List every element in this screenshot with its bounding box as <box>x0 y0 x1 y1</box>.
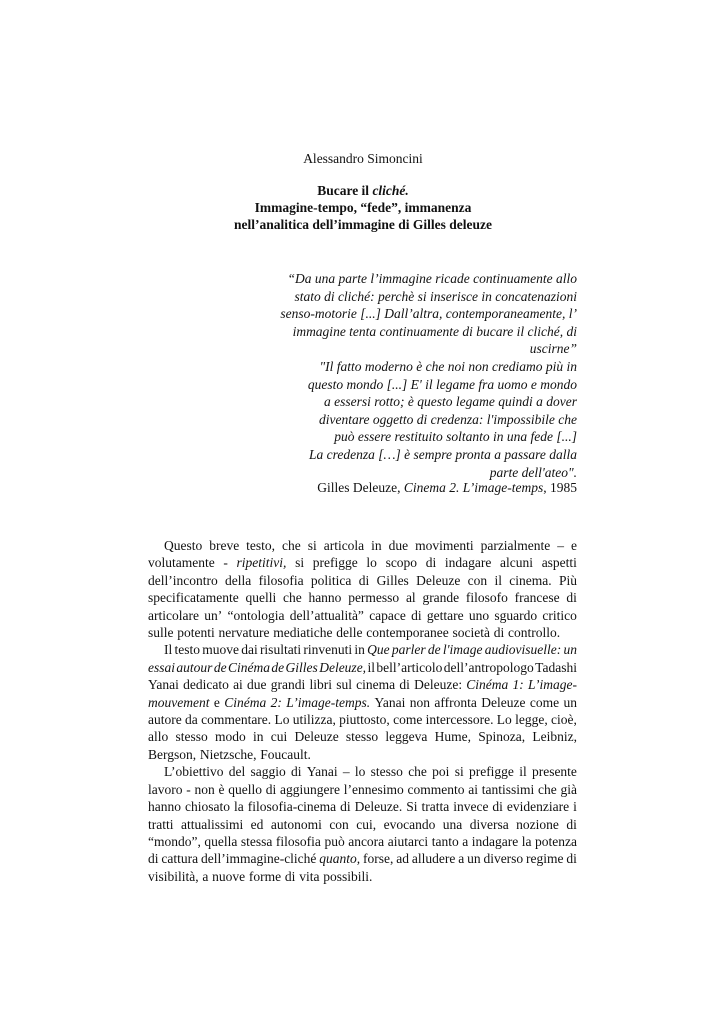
body-word: il <box>494 572 502 588</box>
body-word: di <box>566 816 577 832</box>
body-word: francese <box>514 590 560 606</box>
body-word: Deleuze: <box>414 677 463 693</box>
body-word: chiosato <box>184 799 230 815</box>
body-word: breve <box>209 538 240 553</box>
body-word: Hume, <box>434 729 472 745</box>
body-line <box>148 711 577 728</box>
title-line-2: Immagine-tempo, “fede”, immanenza <box>254 200 472 215</box>
body-word: potenza <box>535 833 577 849</box>
body-line <box>148 868 577 885</box>
body-line <box>148 763 577 780</box>
body-word: ai <box>233 677 243 693</box>
body-word: dell’incontro <box>148 572 218 588</box>
body-word: lo <box>366 555 377 571</box>
body-word: “ontologia <box>227 607 285 623</box>
body-line <box>148 694 577 711</box>
body-word: stesso <box>175 729 208 745</box>
body-line <box>148 554 577 571</box>
body-word: libri <box>309 677 332 693</box>
body-word: di <box>399 677 410 693</box>
body-word: hanno <box>148 799 181 815</box>
body-word: una <box>442 816 463 832</box>
body-word: in <box>354 642 365 658</box>
body-word: cattura <box>161 851 199 867</box>
body-word: quelli <box>245 590 277 606</box>
body-word: due <box>388 538 409 553</box>
body-word: diversa <box>469 816 509 832</box>
body-word: di <box>340 799 351 815</box>
body-word: Tadashi <box>535 659 577 675</box>
body-word: società <box>452 625 490 641</box>
body-word: filosofia-cinema <box>247 799 337 815</box>
body-word: cinema. <box>509 572 552 588</box>
body-word: prefigge <box>468 764 514 780</box>
body-word: cui, <box>356 816 377 832</box>
body-word: L’image-temps. <box>286 694 371 710</box>
body-word: Leibniz, <box>532 729 577 745</box>
body-word: di <box>411 607 422 623</box>
body-word: Lo <box>496 712 512 728</box>
body-word: indagare <box>444 555 492 571</box>
body-word: tratti <box>148 816 174 832</box>
body-word: parzialmente <box>480 538 551 553</box>
body-word: forse, <box>363 851 394 867</box>
body-word: ancora <box>348 833 385 849</box>
body-word: potenti <box>177 625 215 641</box>
body-word: filosofia <box>275 833 321 849</box>
body-word: che <box>282 538 301 553</box>
body-word: L’image- <box>527 677 577 693</box>
body-word: i <box>573 799 577 815</box>
body-word: in <box>252 729 264 745</box>
paper-title <box>148 182 578 233</box>
body-word: grandi <box>270 677 306 693</box>
body-word: hanno <box>308 590 342 606</box>
body-word: di <box>284 868 296 884</box>
body-word: poi <box>432 764 450 780</box>
body-word: lo <box>354 764 366 780</box>
body-word: nuove <box>212 868 246 884</box>
body-word: Foucault. <box>260 746 311 762</box>
body-word: di <box>566 851 577 867</box>
body-word: sguardo <box>494 607 538 623</box>
body-word: delle <box>336 625 363 641</box>
body-word: mouvement <box>148 694 210 710</box>
body-line <box>148 833 577 850</box>
body-word: Deleuze <box>481 694 526 710</box>
body-word: cui <box>270 729 288 745</box>
body-line <box>148 624 577 641</box>
body-word: due <box>247 677 267 693</box>
body-word: diverso <box>483 851 524 867</box>
body-word: saggio <box>250 764 286 780</box>
body-word: uno <box>468 607 490 623</box>
body-word: già <box>560 781 577 797</box>
body-word: il <box>519 764 527 780</box>
body-word: Il <box>164 642 173 658</box>
body-word: aiutarci <box>387 833 429 849</box>
body-word: capace <box>369 607 406 623</box>
body-word: a <box>202 868 209 884</box>
body-word: ripetitivi, <box>236 555 287 571</box>
body-word: Si <box>406 799 418 815</box>
body-word: vita <box>299 868 320 884</box>
body-word: quella <box>204 833 238 849</box>
body-word: alcuni <box>500 555 534 571</box>
body-word: specificatamente <box>148 590 239 606</box>
body-line <box>148 798 577 815</box>
body-word: L’obiettivo <box>164 764 224 780</box>
body-word: de <box>213 659 227 675</box>
body-word: evocando <box>383 816 436 832</box>
body-word: l’ennesimo <box>343 781 404 797</box>
body-word: alludere <box>411 851 456 867</box>
body-word: possibili. <box>323 868 373 884</box>
body-word: Spinoza, <box>478 729 526 745</box>
body-word: un <box>467 851 481 867</box>
body-word: testo <box>174 642 200 658</box>
body-word: la <box>233 799 244 815</box>
body-word: di <box>291 764 302 780</box>
body-word: al <box>405 590 416 606</box>
body-word: quanto, <box>319 851 361 867</box>
body-word: un <box>563 694 577 710</box>
body-word: bell’articolo <box>376 659 443 675</box>
body-word: quello <box>228 781 262 797</box>
body-word: e <box>570 538 577 553</box>
body-word: grande <box>422 590 460 606</box>
body-word: risultati <box>259 642 302 658</box>
body-word: autonomi <box>270 816 322 832</box>
body-word: contemporanee <box>366 625 449 641</box>
body-word: Cinéma <box>224 694 267 710</box>
body-word: Questo <box>164 538 203 553</box>
body-word: come <box>393 712 423 728</box>
body-word: Più <box>558 572 577 588</box>
body-word: filosofo <box>465 590 508 606</box>
body-word: affronta <box>434 694 477 710</box>
body-word: mediatiche <box>273 625 333 641</box>
body-word: commentare. <box>201 712 272 728</box>
body-word: commento <box>407 781 465 797</box>
body-word: nervature <box>218 625 270 641</box>
body-line <box>148 676 577 693</box>
body-word: a <box>458 851 465 867</box>
body-word: e <box>213 694 220 710</box>
body-word: – <box>342 764 350 780</box>
body-word: ad <box>396 851 410 867</box>
body-word: Cinéma <box>227 659 270 675</box>
body-line <box>148 816 577 833</box>
body-word: in <box>371 538 382 553</box>
body-word: con <box>467 572 488 588</box>
body-word: Deleuze <box>294 729 339 745</box>
body-word: cioè, <box>551 712 577 728</box>
body-word: di <box>358 572 370 588</box>
body-word: controllo. <box>508 625 561 641</box>
body-word: filosofia <box>258 572 304 588</box>
body-line <box>148 746 577 763</box>
body-word: tratta <box>421 799 450 815</box>
body-word: 1: <box>512 677 524 693</box>
body-word: de <box>427 642 441 658</box>
body-word: muove <box>202 642 239 658</box>
body-word: che <box>408 764 427 780</box>
title-line-1: Bucare il cliché. <box>317 183 409 198</box>
body-word: utilizza, <box>292 712 336 728</box>
body-word: critico <box>542 607 577 623</box>
body-word: “mondo”, <box>148 833 201 849</box>
body-word: di <box>566 590 577 606</box>
body-word: parler <box>391 642 426 658</box>
body-word: di <box>148 851 159 867</box>
body-line <box>148 659 577 676</box>
body-word: aspetti <box>541 555 577 571</box>
body-word: attualissimi <box>180 816 244 832</box>
body-word: permesso <box>348 590 400 606</box>
body-line <box>148 589 577 606</box>
body-word: come <box>529 694 560 710</box>
body-word: dell’attualità” <box>289 607 364 623</box>
epigraph-citation: Gilles Deleuze, Cinema 2. L’image-temps, 1985 <box>317 480 577 495</box>
body-word: Deleuze, <box>319 659 367 675</box>
body-word: presente <box>531 764 577 780</box>
body-word: sulle <box>148 625 174 641</box>
author-name: Alessandro Simoncini <box>303 151 423 166</box>
body-word: autore <box>148 712 182 728</box>
body-word: allo <box>148 729 169 745</box>
body-word: dedicato <box>183 677 229 693</box>
body-word: articolare <box>148 607 199 623</box>
body-word: di <box>265 781 277 797</box>
body-word: stessa <box>240 833 273 849</box>
body-word: di <box>492 799 503 815</box>
body-word: Bergson, <box>148 746 197 762</box>
body-word: Nietzsche, <box>199 746 257 762</box>
body-word: Deleuze <box>416 572 461 588</box>
body-word: non <box>409 694 430 710</box>
body-line <box>148 728 577 745</box>
title-line-3: nell’analitica dell’immagine di Gilles deleuze <box>234 217 492 232</box>
body-word: leggeva <box>385 729 428 745</box>
body-word: – <box>557 538 565 553</box>
body-word: tanto <box>431 833 459 849</box>
body-word: scopo <box>385 555 418 571</box>
body-word: essai <box>148 659 175 675</box>
body-word: Lo <box>274 712 290 728</box>
body-word: Yanai <box>148 677 179 693</box>
body-word: a <box>462 833 469 849</box>
body-word: forme <box>248 868 282 884</box>
body-line <box>148 850 577 867</box>
epigraph-quote-1: “Da una parte l’immagine ricade continuamente allo stato di cliché: perchè si inserisce in concatenazioni senso-motorie [...] Dall’altra, contemporaneamente, l’ immagine tenta continuamente di bucare il cliché, di uscirne” <box>280 271 577 357</box>
body-line <box>148 641 577 658</box>
body-word: il <box>367 659 375 675</box>
body-word: un <box>563 642 577 658</box>
body-word: della <box>225 572 252 588</box>
body-word: dai <box>241 642 258 658</box>
body-word: si <box>295 555 305 571</box>
body-word: Que <box>367 642 390 658</box>
body-word: Gilles <box>376 572 409 588</box>
body-word: da <box>185 712 198 728</box>
body-word: stesso <box>345 729 379 745</box>
body-word: aggiungere <box>280 781 340 797</box>
body-word: stesso <box>370 764 403 780</box>
body-word: un’ <box>204 607 223 623</box>
body-word: del <box>228 764 246 780</box>
body-word: de <box>271 659 285 675</box>
body-word: lavoro <box>148 781 183 797</box>
body-word: evidenziare <box>506 799 570 815</box>
body-word: regime <box>526 851 564 867</box>
body-word: visibilità, <box>148 868 199 884</box>
body-word: nozione <box>516 816 559 832</box>
body-word: può <box>324 833 345 849</box>
body-word: che <box>538 781 557 797</box>
body-word: 2: <box>270 694 282 710</box>
body-word: la <box>521 833 532 849</box>
body-word: l'image <box>442 642 483 658</box>
epigraph-quote-2: "Il fatto moderno è che noi non crediamo più in questo mondo [...] E' il legame fra uomo e mondo a essersi rotto; è questo legame quindi a dover diventare oggetto di credenza: l'impossibile che può essere restituito soltanto in una fede [...] La credenza […] è sempre pronta a passare dalla parte dell'ateo". <box>307 359 577 480</box>
body-word: non <box>194 781 215 797</box>
body-word: prefigge <box>312 555 358 571</box>
body-word: di <box>425 555 437 571</box>
body-line <box>148 572 577 589</box>
body-word: sul <box>336 677 352 693</box>
body-word: autour <box>176 659 213 675</box>
body-word: Yanai <box>306 764 338 780</box>
body-word: legge, <box>515 712 548 728</box>
body-line <box>148 781 577 798</box>
body-word: ai <box>468 781 478 797</box>
body-word: gettare <box>426 607 464 623</box>
body-line <box>148 607 577 624</box>
body-word: di <box>493 625 505 641</box>
body-word: dell’antropologo <box>443 659 534 675</box>
body-word: con <box>329 816 349 832</box>
body-word: politica <box>310 572 352 588</box>
body-word: piuttosto, <box>339 712 390 728</box>
body-line <box>148 537 577 554</box>
body-word: tantissimi <box>481 781 535 797</box>
body-word: dell’immagine-cliché <box>200 851 317 867</box>
body-word: intercessore. <box>425 712 494 728</box>
body-word: modo <box>214 729 246 745</box>
body-word: Deleuze. <box>354 799 403 815</box>
body-word: articola <box>323 538 365 553</box>
body-word: invece <box>453 799 489 815</box>
body-word: rinvenuti <box>303 642 353 658</box>
body-word: Cinéma <box>466 677 509 693</box>
body-word: - <box>223 555 228 571</box>
body-word: indagare <box>471 833 519 849</box>
body-word: si <box>454 764 464 780</box>
body-word: testo, <box>246 538 276 553</box>
body-word: ed <box>250 816 264 832</box>
body-word: è <box>218 781 225 797</box>
body-word: audiovisuelle: <box>484 642 562 658</box>
body-word: cinema <box>356 677 396 693</box>
body-word: che <box>282 590 302 606</box>
body-word: - <box>186 781 191 797</box>
body-word: Yanai <box>374 694 406 710</box>
body-word: volutamente <box>148 555 215 571</box>
body-word: Gilles <box>285 659 318 675</box>
body-word: si <box>307 538 317 553</box>
body-paragraphs <box>148 537 577 885</box>
body-word: movimenti <box>415 538 474 553</box>
